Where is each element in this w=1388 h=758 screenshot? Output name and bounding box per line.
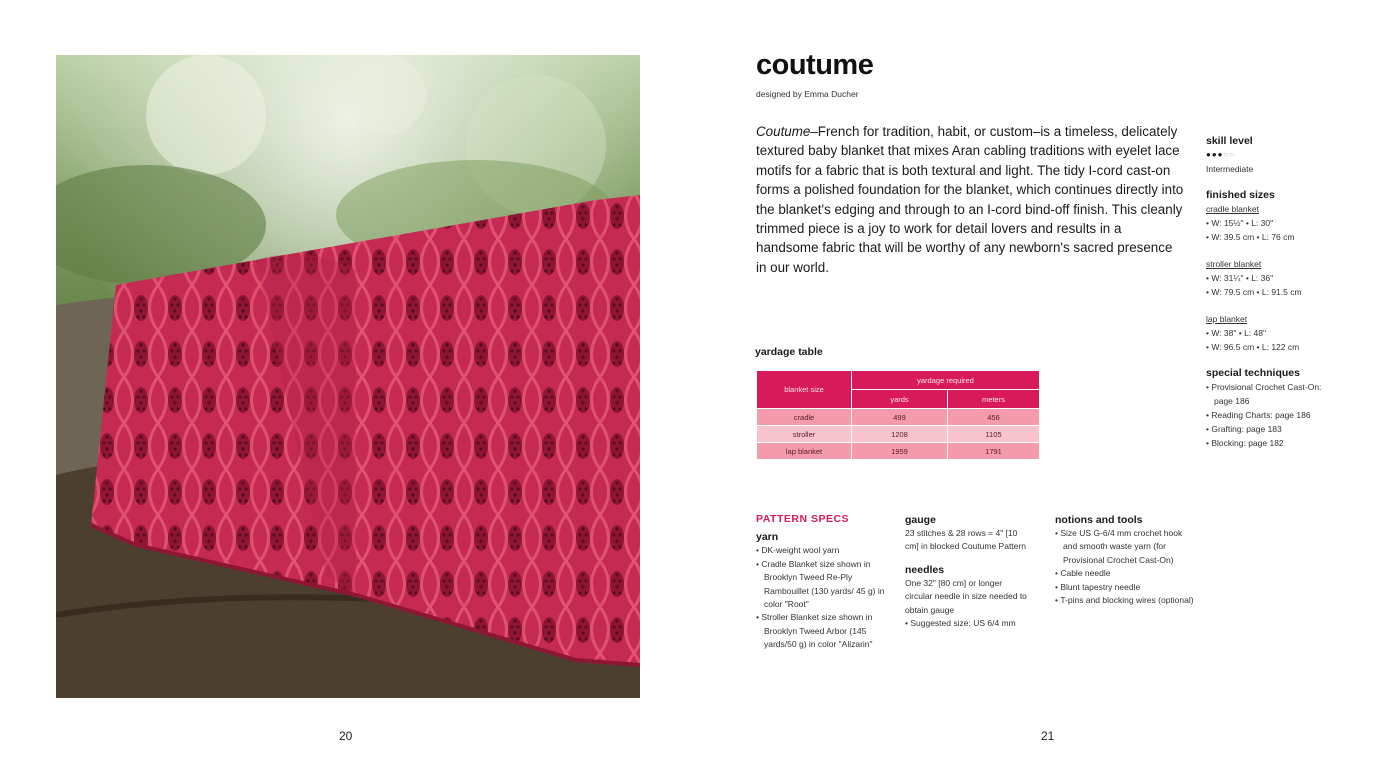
specs-gauge-column bbox=[905, 513, 1031, 630]
table-row bbox=[757, 409, 1040, 426]
notions-item: • Cable needle bbox=[1055, 567, 1195, 580]
skill-heading: skill level bbox=[1206, 135, 1253, 147]
cell-meters: 1791 bbox=[948, 443, 1040, 460]
blanket-illustration bbox=[56, 55, 640, 698]
intro-text: –French for tradition, habit, or custom–is a timeless, delicately textured baby blanket that mixes Aran cabling traditions with eyelet lace motifs for a fabric that is both textural and light. The tidy I-cord cast-on forms a polished foundation for the blanket, which continues directly into the blanket's edging and through to an I-cord bind-off finish. This cleanly trimmed piece is a joy to work for detail lovers and results in a handsome fabric that will be worthy of any newborn's sacred presence in our world. bbox=[756, 124, 1184, 275]
notions-item: • Blunt tapestry needle bbox=[1055, 581, 1195, 594]
col-meters: meters bbox=[948, 390, 1040, 409]
gauge-text: 23 stitches & 28 rows = 4" [10 cm] in blocked Coutume Pattern bbox=[905, 528, 1026, 552]
specs-notions-column bbox=[1055, 513, 1195, 607]
size-item: • W: 15½" • L: 30" bbox=[1206, 216, 1356, 230]
designer-credit: designed by Emma Ducher bbox=[756, 89, 859, 99]
technique-item: • Provisional Crochet Cast-On: page 186 bbox=[1206, 380, 1326, 408]
size-group-name: stroller blanket bbox=[1206, 259, 1262, 269]
cell-meters: 456 bbox=[948, 409, 1040, 426]
cell-yards: 1208 bbox=[852, 426, 948, 443]
size-group-name: cradle blanket bbox=[1206, 204, 1259, 214]
needles-item: • Suggested size: US 6/4 mm bbox=[905, 617, 1031, 630]
table-row bbox=[757, 426, 1040, 443]
size-item: • W: 31¼" • L: 36" bbox=[1206, 271, 1356, 285]
size-group-cradle bbox=[1206, 202, 1356, 244]
skill-label: Intermediate bbox=[1206, 164, 1254, 174]
notions-heading: notions and tools bbox=[1055, 514, 1143, 526]
specs-yarn-column bbox=[756, 513, 896, 652]
size-group-stroller bbox=[1206, 257, 1356, 299]
technique-item: • Grafting: page 183 bbox=[1206, 422, 1326, 436]
sizes-heading: finished sizes bbox=[1206, 189, 1275, 201]
size-item: • W: 79.5 cm • L: 91.5 cm bbox=[1206, 285, 1356, 299]
gauge-heading: gauge bbox=[905, 514, 936, 526]
intro-lead: Coutume bbox=[756, 124, 811, 139]
cell-size: stroller bbox=[757, 426, 852, 443]
technique-item: • Blocking: page 182 bbox=[1206, 436, 1326, 450]
cell-yards: 1959 bbox=[852, 443, 948, 460]
intro-paragraph bbox=[756, 122, 1186, 277]
skill-dots: ●●●○○ bbox=[1206, 150, 1236, 159]
technique-item: • Reading Charts: page 186 bbox=[1206, 408, 1326, 422]
cell-size: cradle bbox=[757, 409, 852, 426]
cell-meters: 1105 bbox=[948, 426, 1040, 443]
size-item: • W: 39.5 cm • L: 76 cm bbox=[1206, 230, 1356, 244]
cell-size: lap blanket bbox=[757, 443, 852, 460]
notions-item: • T-pins and blocking wires (optional) bbox=[1055, 594, 1195, 607]
needles-heading: needles bbox=[905, 563, 945, 576]
table-row bbox=[757, 443, 1040, 460]
size-group-lap bbox=[1206, 312, 1356, 354]
col-blanket-size: blanket size bbox=[757, 371, 852, 409]
size-group-name: lap blanket bbox=[1206, 314, 1248, 324]
special-techniques bbox=[1206, 366, 1356, 450]
yardage-table bbox=[756, 370, 1040, 460]
size-item: • W: 38" • L: 48" bbox=[1206, 326, 1356, 340]
skill-level bbox=[1206, 134, 1356, 176]
yarn-item: • Stroller Blanket size shown in Brooklyn Tweed Arbor (145 yards/50 g) in color "Alizarin" bbox=[756, 611, 896, 651]
page-number-right: 21 bbox=[1041, 729, 1055, 743]
yarn-heading: yarn bbox=[756, 531, 779, 544]
cell-yards: 499 bbox=[852, 409, 948, 426]
notions-item: • Size US G-6/4 mm crochet hook and smooth waste yarn (for Provisional Crochet Cast-On) bbox=[1055, 527, 1195, 567]
sidebar-info bbox=[1206, 134, 1356, 462]
needles-text: One 32" [80 cm] or longer circular needle in size needed to obtain gauge bbox=[905, 577, 1027, 615]
col-yards: yards bbox=[852, 390, 948, 409]
size-item: • W: 96.5 cm • L: 122 cm bbox=[1206, 340, 1356, 354]
page-number-left: 20 bbox=[339, 729, 353, 743]
finished-sizes bbox=[1206, 188, 1356, 354]
yarn-item: • DK-weight wool yarn bbox=[756, 544, 896, 557]
col-yardage-required: yardage required bbox=[852, 371, 1040, 390]
yarn-item: • Cradle Blanket size shown in Brooklyn Tweed Re-Ply Rambouillet (130 yards/ 45 g) in color "Root" bbox=[756, 558, 896, 612]
blanket-photo bbox=[56, 55, 640, 698]
pattern-title: coutume bbox=[756, 49, 874, 81]
specs-heading: PATTERN SPECS bbox=[756, 513, 850, 525]
special-heading: special techniques bbox=[1206, 367, 1300, 379]
yardage-title: yardage table bbox=[755, 346, 823, 358]
